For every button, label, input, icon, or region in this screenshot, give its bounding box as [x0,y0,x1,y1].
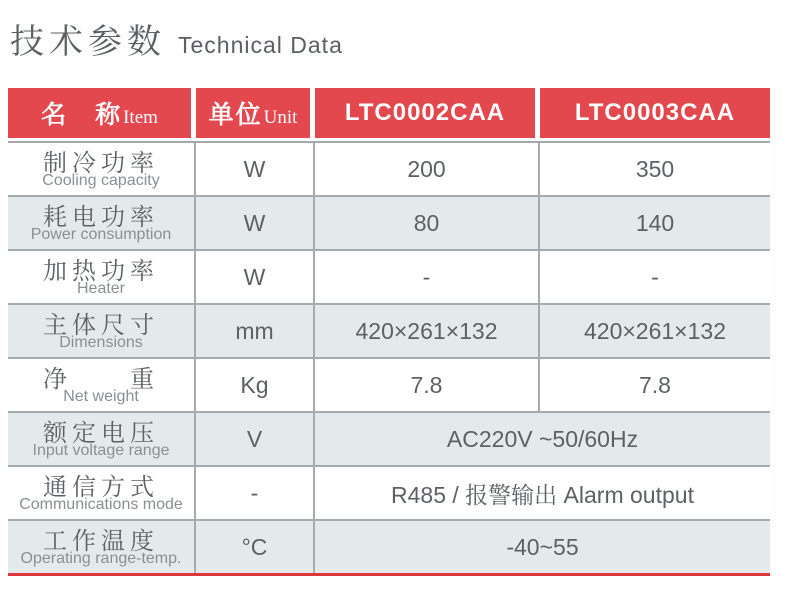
page-title-en: Technical Data [178,32,343,58]
header-model2-label: LTC0003CAA [574,99,736,126]
spec-table [8,88,770,573]
param-name-cell [8,411,196,465]
table-header-row [8,88,770,141]
unit-cell: - [196,465,315,519]
header-item-sub: Item [123,107,158,128]
unit-cell: V [196,411,315,465]
param-name-cell [8,249,196,303]
param-name-en: Communications mode [19,495,183,513]
value-ltc0003-cell: - [540,249,770,303]
value-merged-cell: AC220V ~50/60Hz [315,411,770,465]
param-name-en: Net weight [63,387,139,405]
value-ltc0002-cell: 200 [315,141,540,195]
param-name-en: Input voltage range [32,441,170,459]
param-name-cell [8,141,196,195]
value-ltc0003-cell: 350 [540,141,770,195]
header-cell-item [8,88,196,141]
value-merged-cell: -40~55 [315,519,770,573]
spec-table-container [8,88,770,576]
header-item-zh: 名 称 [41,101,123,129]
param-name-zh: 制冷功率 [43,149,159,177]
value-ltc0002-cell: - [315,249,540,303]
param-name-en: Heater [76,279,126,297]
param-name-en: Cooling capacity [42,171,160,189]
param-name-zh: 通信方式 [43,473,159,501]
param-name-en: Dimensions [59,333,143,351]
header-unit-sub: Unit [263,107,298,128]
header-model1-label: LTC0002CAA [344,99,506,126]
unit-cell: W [196,195,315,249]
header-cell-unit [196,88,315,141]
value-ltc0002-cell: 7.8 [315,357,540,411]
param-name-zh: 净 重 [43,365,159,393]
param-name-zh: 额定电压 [43,419,159,447]
param-name-en: Power consumption [30,225,172,243]
header-cell-model2 [540,88,770,141]
unit-cell: °C [196,519,315,573]
value-ltc0002-cell: 420×261×132 [315,303,540,357]
table-row-net-weight [8,357,770,411]
page-title [10,22,343,62]
param-name-zh: 加热功率 [43,257,159,285]
value-ltc0002-cell: 80 [315,195,540,249]
param-name-zh: 耗电功率 [43,203,159,231]
value-ltc0003-cell: 140 [540,195,770,249]
unit-cell: Kg [196,357,315,411]
value-ltc0003-cell: 7.8 [540,357,770,411]
param-name-cell [8,195,196,249]
header-cell-model1 [315,88,540,141]
table-row-communications [8,465,770,519]
param-name-cell [8,465,196,519]
param-name-zh: 工作温度 [43,527,159,555]
unit-cell: mm [196,303,315,357]
unit-cell: W [196,249,315,303]
value-ltc0003-cell: 420×261×132 [540,303,770,357]
param-name-cell [8,357,196,411]
table-row-operating-temp [8,519,770,573]
value-merged-cell: R485 / 报警输出 Alarm output [315,465,770,519]
param-name-cell [8,519,196,573]
table-row-power-consumption [8,195,770,249]
param-name-zh: 主体尺寸 [43,311,159,339]
header-unit-zh: 单位 [208,101,263,129]
param-name-en: Operating range-temp. [20,549,182,567]
page-title-zh: 技术参数 [10,23,166,61]
unit-cell: W [196,141,315,195]
table-row-cooling-capacity [8,141,770,195]
table-row-heater [8,249,770,303]
table-row-input-voltage [8,411,770,465]
table-row-dimensions [8,303,770,357]
param-name-cell [8,303,196,357]
